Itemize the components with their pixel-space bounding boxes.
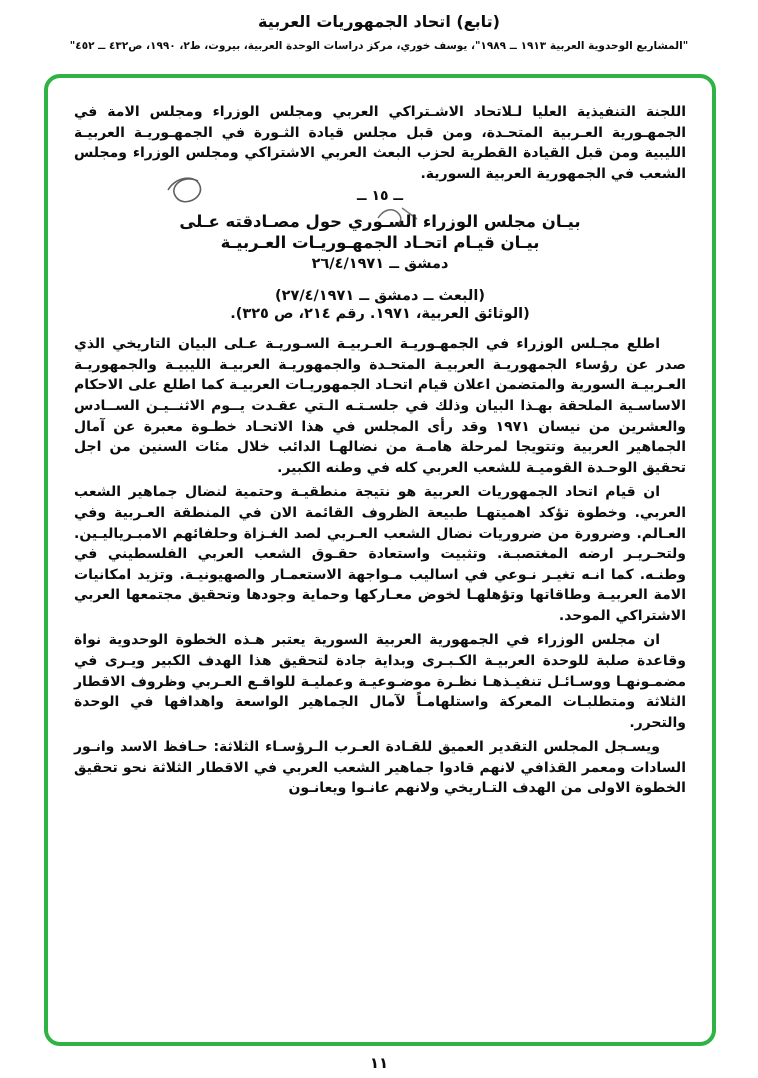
intro-paragraph: اللجنة التنفيذية العليا لـلاتحاد الاشـتراكي العربي ومجلس الوزراء ومجلس الامة في الجمهـورية العـربية المتحـدة، ومن قبل مجلس قيادة الثـورة في الجمهـوريـة العربيـة الليبية ومن قبل القيادة القطرية لحزب البعث العربي الاشتراكي ومجلس الوزراء ومجلس الشعب في الجمهورية العربية السورية. (74, 104, 686, 182)
body-paragraph: ويسـجل المجلس التقدير العميق للقـادة العـرب الـرؤسـاء الثلاثة: حـافظ الاسد وانـور السادات ومعمر القذافي لانهم قادوا جماهير الشعب العربي في الاقطار الثلاثة نحو تحقيق الخطوة الاولى من الهدف التـاريخي ولانهم عانـوا ويعانـون (74, 739, 686, 797)
document-title-line2: بيـان قيـام اتحـاد الجمهـوريـات العـربيـة (220, 233, 540, 253)
section-separator: ــ ١٥ ــ (357, 188, 403, 205)
body-paragraph: ان مجلس الوزراء في الجمهورية العربية السورية يعتبر هـذه الخطوة الوحدوية نواة وقاعدة صلبة للوحدة العربيـة الكـبـرى وبداية جادة لتحقيق هذا الهدف الكبير ويـرى في مضمـونهـا ووسـائـل تنفيـذهـا نظـرة موضـوعيـة وعمليـة للواقـع العـربي وظروف الاقطار الثلاثة ومتطلبـات المعركة واستلهامـاً لآمال الجماهير الواسعة واهدافها في الوحدة والتحرر. (74, 632, 686, 731)
document-date: دمشق ــ ٢٦/٤/١٩٧١ (311, 256, 449, 273)
page-header (0, 12, 758, 52)
page-title: (تابع) اتحاد الجمهوريات العربية (258, 12, 500, 31)
document-title-line1: بيـان مجلس الوزراء السـوري حول مصـادقته عـلى (179, 212, 581, 232)
body-paragraph: اطلع مجـلس الوزراء في الجمهـوريـة العـربيـة السـوريـة عـلى البيان التاريخي الذي صدر عن رؤساء الجمهوريـة العربيـة المتحـدة والجمهوريـة العربيـة الليبيـة والجمهوريـة العـربيـة السورية والمتضمن اعلان قيام اتحـاد الجمهوريـات العربيـة كما اطلع على الاحكام الاساسـية الملحقة بهـذا البيان وذلك في جلسـتـه الـتي عقـدت يــوم الاثنــيـن الســادس والعشرين من نيسان ١٩٧١ وقد رأى المجلس في هذا الاتحـاد خطـوة معبرة عن آمال الجماهير العربية وتتويجا لمرحلة هامـة من نضالهـا الدائب خلال مئات السنين من اجل تحقيق الوحـدة القوميـة للشعب العربي كله في وطنه الكبير. (74, 336, 686, 476)
header-citation: "المشاريع الوحدوية العربية ١٩١٣ ــ ١٩٨٩"، يوسف خوري، مركز دراسات الوحدة العربية، بيروت، ط٢، ١٩٩٠، ص٤٣٢ ــ ٤٥٢" (69, 40, 689, 52)
content-frame (44, 74, 716, 1046)
source-citation-2: (الوثائق العربية، ١٩٧١. رقم ٢١٤، ص ٣٢٥). (230, 306, 530, 323)
body-paragraph: ان قيام اتحاد الجمهوريات العربية هو نتيجة منطقيـة وحتمية لنضال جماهير الشعب العربي. وخطوة تؤكد اهميتهـا طبيعة الظروف القائمة الان في المنطقة العـربية وفي العـالم. وضرورة من ضروريات نضال الشعب العـربي لصد الغـزاة وحلفائهم الامبـرياليـين. ولتحـريـر ارضه المغتصبـة. وتثبيت واستعادة حقـوق الشعب العربي الفلسطيني في وطنـه. كما انـه تغيـر نـوعي في اساليب مـواجهة الاستعمـار والصهيونيـة. وتزيد امكانيات الامة العربيـة وطاقاتها وتؤهلهـا لخوض معـاركها وحماية وجودها وتحقيق مجتمعها العربي الاشتراكي الموحد. (74, 484, 686, 624)
source-citation-1: (البعث ــ دمشق ــ ٢٧/٤/١٩٧١) (275, 288, 485, 305)
page-number: ١١ (369, 1054, 389, 1072)
